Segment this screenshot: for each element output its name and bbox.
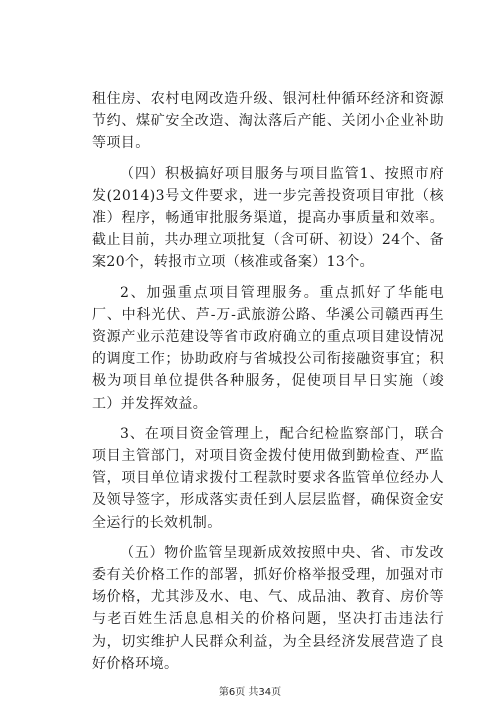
paragraph-project-service: （四）积极搞好项目服务与项目监管1、按照市府发(2014)3号文件要求，进一步完善投资项目审批（核准）程序，畅通审批服务渠道，提高办事质量和效率。截止目前，共办理立项批复（含可研、初设）24个、备案20个，转报市立项（核准或备案）13个。 bbox=[92, 165, 444, 271]
paragraph-fund-management: 3、在项目资金管理上，配合纪检监察部门，联合项目主管部门，对项目资金拨付使用做到勤检查、严监管，项目单位请求拨付工程款时要求各监管单位经办人及领导签字，形成落实责任到人层层监督，确保资金安全运行的长效机制。 bbox=[92, 425, 444, 531]
paragraph-key-projects: 2、加强重点项目管理服务。重点抓好了华能电厂、中科光伏、芦-万-武旅游公路、华溪公司赣西再生资源产业示范建设等省市政府确立的重点项目建设情况的调度工作；协助政府与省城投公司衔接融资事宜；积极为项目单位提供各种服务，促使项目早日实施（竣工）并发挥效益。 bbox=[92, 284, 444, 412]
paragraph-price-supervision: （五）物价监管呈现新成效按照中央、省、市发改委有关价格工作的部署，抓好价格举报受理，加强对市场价格，尤其涉及水、电、气、成品油、教育、房价等与老百姓生活息息相关的价格问题，坚决打击违法行为，切实维护人民群众利益，为全县经济发展营造了良好价格环境。 bbox=[92, 544, 444, 672]
paragraph-continued: 租住房、农村电网改造升级、银河杜仲循环经济和资源节约、煤矿安全改造、淘汰落后产能、关闭小企业补助等项目。 bbox=[92, 91, 444, 152]
document-body bbox=[92, 88, 444, 675]
page-footer: 第6页 共34页 bbox=[218, 687, 282, 698]
